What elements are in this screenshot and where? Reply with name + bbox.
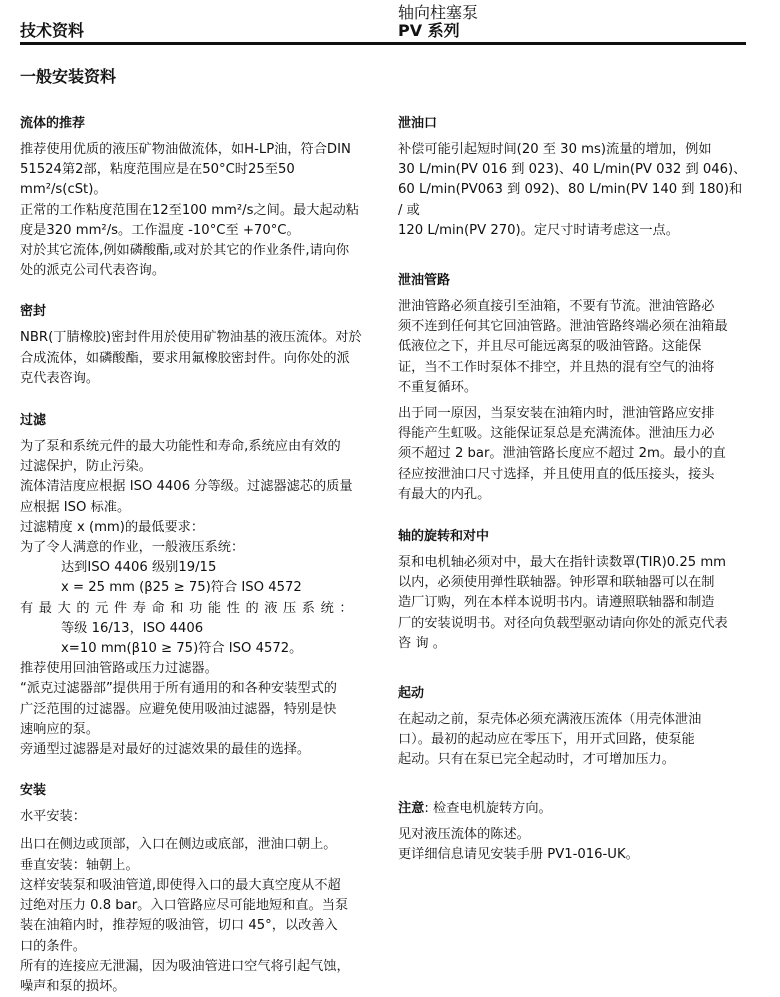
- filter-tail-line: 广泛范围的过滤器。应避免使用吸油过滤器，特别是快: [20, 701, 337, 717]
- filter-line: 流体清洁度应根据 ISO 4406 分等级。过滤器滤芯的质量: [20, 479, 353, 495]
- note-label: 注意: [398, 800, 425, 816]
- filter-tail-line: 旁通型过滤器是对最好的过滤效果的最佳的选择。: [20, 742, 311, 758]
- ref-line: 见对液压流体的陈述。: [398, 826, 530, 842]
- filter-tail-line: “派克过滤器部”提供用于所有通用的和各种安装型式的: [20, 681, 337, 697]
- note-line: [398, 799, 750, 819]
- startup-line: 起动。只有在泵已完全起动时，才可增加压力。: [398, 752, 675, 768]
- filter-general-beta: x = 25 mm (β25 ≥ 75)符合 ISO 4572: [61, 580, 302, 596]
- fluid-line: 对於其它流体,例如磷酸酯,或对於其它的作业条件,请向你: [20, 243, 350, 259]
- drain-line-line: 径应按泄油口尺寸选择，并且使用直的低压接头，接头: [398, 466, 715, 482]
- drain-line-line: 低液位之下，并且尽可能远离泵的吸油管路。这能保: [398, 339, 702, 355]
- header-rule: [20, 42, 746, 45]
- filter-line: 过滤精度 x (mm)的最低要求：: [20, 519, 205, 535]
- filter-line: 为了令人满意的作业，一般液压系统：: [20, 540, 245, 556]
- section-title: 一般安装资料: [20, 67, 117, 86]
- shaft-line: 咨 询 。: [398, 635, 446, 651]
- left-column: [20, 114, 375, 997]
- filter-line: 应根据 ISO 标准。: [20, 499, 131, 515]
- filter-general-class: 达到ISO 4406 级别19/15: [61, 560, 217, 576]
- drain-port-text: [398, 140, 750, 241]
- shaft-line: 厂的安装说明书。对径向负载型驱动请向你处的派克代表: [398, 615, 728, 631]
- filter-text: [20, 437, 375, 760]
- right-column: [398, 114, 750, 865]
- drain-line-heading: 泄油管路: [398, 273, 451, 289]
- drain-port-line: 30 L/min(PV 016 到 023)、40 L/min(PV 032 到 046)、: [398, 162, 747, 178]
- install-line: 所有的连接应无泄漏，因为吸油管进口空气将引起气蚀，: [20, 958, 350, 974]
- fluid-line: 正常的工作粘度范围在12至100 mm²/s之间。最大起动粘: [20, 202, 359, 218]
- shaft-line: 泵和电机轴必须对中，最大在指针读数罩(TIR)0.25 mm: [398, 555, 727, 571]
- shaft-line: 以内，必须使用弹性联轴器。钟形罩和联轴器可以在制: [398, 575, 715, 591]
- seal-line: 合成流体，如磷酸酯，要求用氟橡胶密封件。向你处的派: [20, 350, 350, 366]
- drain-port-line: 60 L/min(PV063 到 092)、80 L/min(PV 140 到 180)和 / 或: [398, 182, 743, 218]
- seal-line: 克代表咨询。: [20, 370, 100, 386]
- filter-line: 过滤保护，防止污染。: [20, 459, 152, 475]
- drain-line-line: 泄油管路必须直接引至油箱，不要有节流。泄油管路必: [398, 299, 715, 315]
- drain-line-line: 不重复循环。: [398, 379, 478, 395]
- header-series-name: PV 系列: [398, 21, 460, 40]
- install-horizontal: 水平安装：: [20, 809, 86, 825]
- install-line: 装在油箱内时，推荐短的吸油管，切口 45°，以改善入: [20, 918, 338, 934]
- drain-line-line: 得能产生虹吸。这能保证泵总是充满流体。泄油压力必: [398, 426, 715, 442]
- filter-max-class: 等级 16/13，ISO 4406: [61, 620, 204, 636]
- install-line: 出口在侧边或顶部，入口在侧边或底部，泄油口朝上。: [20, 837, 337, 853]
- header-product-name: 轴向柱塞泵: [398, 3, 479, 22]
- filter-heading: 过滤: [20, 413, 47, 429]
- filter-line: 为了泵和系统元件的最大功能性和寿命,系统应由有效的: [20, 439, 341, 455]
- seal-heading: 密封: [20, 304, 47, 320]
- drain-port-line: 补偿可能引起短时间(20 至 30 ms)流量的增加，例如: [398, 142, 712, 157]
- drain-line-line: 出于同一原因，当泵安装在油箱内时，泄油管路应安排: [398, 406, 715, 422]
- filter-max-life: 有最大的元件寿命和功能性的液压系统：: [20, 600, 359, 616]
- drain-port-heading: 泄油口: [398, 116, 438, 131]
- note-text: : 检查电机旋转方向。: [424, 800, 552, 816]
- seal-text: [20, 328, 375, 389]
- filter-max-beta: x=10 mm(β10 ≥ 75)符合 ISO 4572。: [61, 641, 303, 657]
- filter-tail-line: 速响应的泵。: [20, 721, 100, 737]
- drain-line-text: [398, 297, 750, 398]
- shaft-line: 造厂订购，列在本样本说明书内。请遵照联轴器和制造: [398, 595, 715, 611]
- install-line: 过绝对压力 0.8 bar。入口管路应尽可能地短和直。当泵: [20, 898, 349, 914]
- fluid-heading: 流体的推荐: [20, 116, 86, 131]
- fluid-line: 51524第2部，粘度范围应是在50°C时25至50 mm²/s(cSt)。: [20, 162, 295, 198]
- startup-heading: 起动: [398, 686, 425, 702]
- install-line: 垂直安装：轴朝上。: [20, 857, 139, 873]
- startup-line: 口）。最初的起动应在零压下，用开式回路，使泵能: [398, 732, 695, 748]
- shaft-text: [398, 553, 750, 654]
- filter-tail-line: 推荐使用回油管路或压力过滤器。: [20, 661, 218, 677]
- shaft-heading: 轴的旋转和对中: [398, 529, 490, 545]
- startup-line: 在起动之前，泵壳体必须充满液压流体（用壳体泄油: [398, 712, 702, 728]
- install-line: 口的条件。: [20, 938, 86, 954]
- drain-line-line: 证，当不工作时泵体不排空，并且热的混有空气的油将: [398, 359, 715, 375]
- fluid-text: [20, 140, 375, 281]
- install-text: [20, 835, 375, 997]
- fluid-line: 处的派克公司代表咨询。: [20, 263, 166, 279]
- install-heading: 安装: [20, 783, 47, 799]
- drain-line-text-2: [398, 404, 750, 505]
- drain-line-line: 有最大的内孔。: [398, 486, 491, 502]
- ref-line: 更详细信息请见安装手册 PV1-016-UK。: [398, 847, 639, 863]
- install-line: 这样安装泵和吸油管道,即使得入口的最大真空度从不超: [20, 877, 341, 893]
- drain-line-line: 须不连到任何其它回油管路。泄油管路终端必须在油箱最: [398, 319, 728, 335]
- fluid-line: 度是320 mm²/s。工作温度 -10°C至 +70°C。: [20, 222, 300, 238]
- drain-line-line: 须不超过 2 bar。泄油管路长度应不超过 2m。最小的直: [398, 446, 726, 462]
- header-left-title: 技术资料: [20, 21, 85, 40]
- install-line: 噪声和泵的损坏。: [20, 978, 126, 994]
- startup-text: [398, 710, 750, 771]
- drain-port-line: 120 L/min(PV 270)。定尺寸时请考虑这一点。: [398, 222, 679, 238]
- seal-line: NBR(丁腈橡胶)密封件用於使用矿物油基的液压流体。对於: [20, 330, 362, 346]
- fluid-line: 推荐使用优质的液压矿物油做流体，如H-LP油，符合DIN: [20, 142, 351, 157]
